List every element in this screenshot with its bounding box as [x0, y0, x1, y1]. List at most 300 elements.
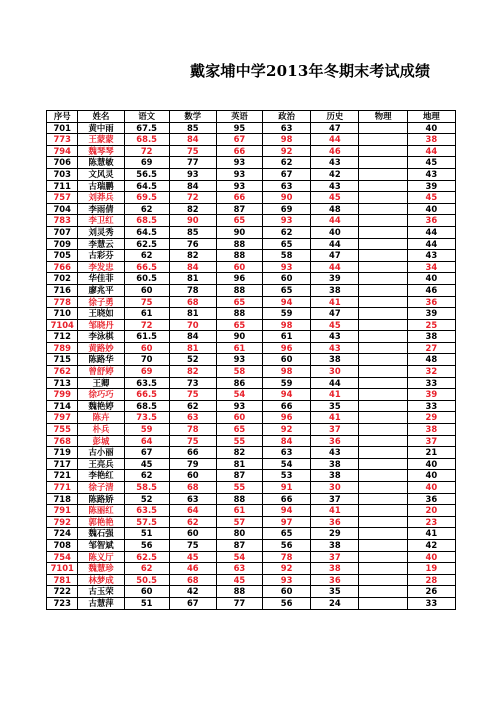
- table-row: [47, 493, 456, 505]
- table-cell: 38: [407, 331, 455, 343]
- table-cell: 75: [169, 539, 216, 551]
- table-cell: 92: [263, 424, 311, 436]
- table-cell: 65: [216, 319, 262, 331]
- table-cell: 783: [47, 215, 78, 227]
- table-cell: 朴兵: [78, 424, 124, 436]
- table-cell: 61: [263, 331, 311, 343]
- table-cell: 90: [216, 331, 262, 343]
- table-header-row: [47, 111, 456, 123]
- table-cell: 65: [263, 284, 311, 296]
- table-cell: 61: [216, 342, 262, 354]
- table-cell: 56: [124, 539, 169, 551]
- table-cell: 68.5: [124, 215, 169, 227]
- table-cell: 陈义厅: [78, 551, 124, 563]
- table-cell: 723: [47, 597, 78, 609]
- table-cell: 42: [407, 539, 455, 551]
- header-cell: 姓名: [78, 111, 124, 123]
- table-cell: 62: [124, 563, 169, 575]
- table-cell: 35: [311, 586, 359, 598]
- table-cell: 56: [263, 597, 311, 609]
- table-cell: 65: [216, 296, 262, 308]
- table-cell: 27: [407, 342, 455, 354]
- table-cell: 713: [47, 377, 78, 389]
- table-cell: 799: [47, 389, 78, 401]
- table-cell: 789: [47, 342, 78, 354]
- table-cell: 65: [216, 215, 262, 227]
- table-cell: 771: [47, 482, 78, 494]
- table-row: [47, 470, 456, 482]
- table-cell: [359, 482, 407, 494]
- table-cell: [359, 551, 407, 563]
- table-cell: 82: [169, 366, 216, 378]
- table-cell: 43: [311, 157, 359, 169]
- table-cell: 36: [311, 435, 359, 447]
- table-cell: 81: [216, 458, 262, 470]
- table-cell: 19: [407, 563, 455, 575]
- table-cell: 23: [407, 516, 455, 528]
- table-cell: 55: [216, 482, 262, 494]
- table-cell: 7104: [47, 319, 78, 331]
- table-cell: 73.5: [124, 412, 169, 424]
- table-cell: 87: [216, 470, 262, 482]
- table-cell: 81: [169, 308, 216, 320]
- table-cell: 64.5: [124, 226, 169, 238]
- table-row: [47, 203, 456, 215]
- table-cell: 73: [169, 377, 216, 389]
- table-row: [47, 134, 456, 146]
- table-cell: 60: [124, 284, 169, 296]
- table-cell: 43: [311, 447, 359, 459]
- table-row: [47, 308, 456, 320]
- table-cell: 39: [407, 308, 455, 320]
- table-cell: 94: [263, 505, 311, 517]
- table-cell: [359, 261, 407, 273]
- table-cell: [359, 539, 407, 551]
- table-cell: 762: [47, 366, 78, 378]
- table-cell: 65: [216, 424, 262, 436]
- table-cell: 719: [47, 447, 78, 459]
- table-cell: 60: [263, 354, 311, 366]
- table-cell: 28: [407, 574, 455, 586]
- table-row: [47, 551, 456, 563]
- table-cell: 88: [216, 284, 262, 296]
- table-cell: 68.5: [124, 400, 169, 412]
- table-cell: 62: [124, 203, 169, 215]
- table-cell: 98: [263, 366, 311, 378]
- table-cell: 52: [169, 354, 216, 366]
- table-row: [47, 377, 456, 389]
- table-cell: 84: [169, 261, 216, 273]
- table-row: [47, 528, 456, 540]
- table-cell: 754: [47, 551, 78, 563]
- table-cell: 20: [407, 505, 455, 517]
- table-cell: 47: [311, 250, 359, 262]
- table-cell: 65: [263, 238, 311, 250]
- table-row: [47, 296, 456, 308]
- table-cell: [359, 203, 407, 215]
- table-cell: [359, 226, 407, 238]
- table-cell: 62.5: [124, 551, 169, 563]
- table-cell: 716: [47, 284, 78, 296]
- table-cell: 90: [216, 226, 262, 238]
- table-cell: [359, 435, 407, 447]
- table-cell: 93: [216, 168, 262, 180]
- score-table: [46, 110, 456, 610]
- table-cell: 69.5: [124, 192, 169, 204]
- table-row: [47, 238, 456, 250]
- table-cell: 93: [216, 354, 262, 366]
- table-cell: [359, 470, 407, 482]
- table-row: [47, 319, 456, 331]
- table-cell: 刘灵秀: [78, 226, 124, 238]
- table-cell: 62: [263, 226, 311, 238]
- table-cell: 44: [311, 261, 359, 273]
- table-cell: 93: [263, 215, 311, 227]
- table-cell: 88: [216, 586, 262, 598]
- table-cell: 魏慧珍: [78, 563, 124, 575]
- table-cell: 68: [169, 574, 216, 586]
- table-cell: 59: [124, 424, 169, 436]
- table-row: [47, 563, 456, 575]
- table-cell: 44: [407, 226, 455, 238]
- table-row: [47, 215, 456, 227]
- table-cell: 42: [169, 586, 216, 598]
- table-cell: 37: [311, 424, 359, 436]
- table-cell: 36: [407, 215, 455, 227]
- table-row: [47, 273, 456, 285]
- table-cell: 96: [263, 412, 311, 424]
- table-cell: 88: [216, 250, 262, 262]
- table-cell: 88: [216, 493, 262, 505]
- table-cell: 47: [311, 308, 359, 320]
- table-cell: 705: [47, 250, 78, 262]
- table-cell: 97: [263, 516, 311, 528]
- table-cell: 30: [311, 366, 359, 378]
- table-cell: 徐子清: [78, 482, 124, 494]
- table-row: [47, 157, 456, 169]
- table-cell: 李卫红: [78, 215, 124, 227]
- table-cell: 63: [169, 412, 216, 424]
- table-cell: 75: [169, 145, 216, 157]
- table-cell: 712: [47, 331, 78, 343]
- table-cell: 63.5: [124, 377, 169, 389]
- table-cell: 63: [169, 493, 216, 505]
- table-cell: 40: [407, 470, 455, 482]
- table-cell: 755: [47, 424, 78, 436]
- table-cell: 33: [407, 597, 455, 609]
- table-cell: [359, 168, 407, 180]
- table-cell: 王卿: [78, 377, 124, 389]
- table-row: [47, 597, 456, 609]
- table-cell: 古玉荣: [78, 586, 124, 598]
- table-cell: [359, 377, 407, 389]
- table-cell: 778: [47, 296, 78, 308]
- table-cell: 39: [407, 180, 455, 192]
- header-cell: 英语: [216, 111, 262, 123]
- table-cell: 96: [263, 342, 311, 354]
- table-cell: 39: [311, 273, 359, 285]
- table-cell: 706: [47, 157, 78, 169]
- table-row: [47, 250, 456, 262]
- table-cell: 黄中雨: [78, 122, 124, 134]
- table-cell: 陈卉: [78, 412, 124, 424]
- table-cell: 58.5: [124, 482, 169, 494]
- table-cell: 44: [311, 238, 359, 250]
- table-cell: 古瑞鹏: [78, 180, 124, 192]
- table-cell: 718: [47, 493, 78, 505]
- table-cell: 44: [407, 145, 455, 157]
- table-cell: [359, 574, 407, 586]
- table-cell: 68: [169, 296, 216, 308]
- table-cell: 66: [263, 400, 311, 412]
- table-cell: 王蒙蒙: [78, 134, 124, 146]
- table-cell: 38: [311, 458, 359, 470]
- table-cell: 邹智斌: [78, 539, 124, 551]
- table-cell: 711: [47, 180, 78, 192]
- table-cell: 66: [216, 145, 262, 157]
- table-cell: 李发忠: [78, 261, 124, 273]
- table-cell: 36: [407, 493, 455, 505]
- table-cell: 95: [216, 122, 262, 134]
- table-cell: 古慧萍: [78, 597, 124, 609]
- table-cell: 陈路华: [78, 354, 124, 366]
- table-cell: 93: [216, 180, 262, 192]
- table-cell: 82: [169, 250, 216, 262]
- table-cell: 69: [124, 366, 169, 378]
- table-cell: 79: [169, 458, 216, 470]
- table-cell: [359, 354, 407, 366]
- table-cell: 78: [263, 551, 311, 563]
- table-cell: 王晓如: [78, 308, 124, 320]
- table-row: [47, 505, 456, 517]
- table-row: [47, 389, 456, 401]
- table-cell: 57.5: [124, 516, 169, 528]
- header-cell: 序号: [47, 111, 78, 123]
- table-cell: 54: [216, 551, 262, 563]
- table-cell: 81: [169, 342, 216, 354]
- table-row: [47, 458, 456, 470]
- table-cell: 陈路娇: [78, 493, 124, 505]
- table-cell: 63: [216, 563, 262, 575]
- table-cell: 70: [169, 319, 216, 331]
- table-cell: [359, 180, 407, 192]
- table-cell: [359, 250, 407, 262]
- table-cell: 61: [216, 505, 262, 517]
- table-cell: 721: [47, 470, 78, 482]
- table-cell: 84: [263, 435, 311, 447]
- table-cell: 84: [169, 134, 216, 146]
- table-row: [47, 284, 456, 296]
- table-cell: 38: [407, 424, 455, 436]
- table-cell: 794: [47, 145, 78, 157]
- table-cell: 62: [263, 157, 311, 169]
- table-cell: 67: [124, 447, 169, 459]
- table-cell: 33: [407, 377, 455, 389]
- table-cell: 彭城: [78, 435, 124, 447]
- table-cell: 93: [263, 574, 311, 586]
- table-cell: 66.5: [124, 261, 169, 273]
- table-cell: 60: [169, 470, 216, 482]
- table-cell: 63.5: [124, 505, 169, 517]
- table-row: [47, 168, 456, 180]
- table-cell: 38: [311, 470, 359, 482]
- table-cell: 61.5: [124, 331, 169, 343]
- table-body: [47, 122, 456, 609]
- table-cell: 60.5: [124, 273, 169, 285]
- table-cell: 53: [263, 470, 311, 482]
- table-cell: 93: [263, 261, 311, 273]
- table-cell: 41: [407, 528, 455, 540]
- table-cell: 64: [169, 505, 216, 517]
- table-row: [47, 192, 456, 204]
- table-cell: 93: [216, 400, 262, 412]
- table-cell: 38: [311, 539, 359, 551]
- table-cell: [359, 331, 407, 343]
- table-cell: 魏琴琴: [78, 145, 124, 157]
- table-cell: 39: [407, 389, 455, 401]
- table-cell: 77: [169, 157, 216, 169]
- table-cell: 66: [216, 192, 262, 204]
- table-cell: [359, 528, 407, 540]
- table-cell: [359, 563, 407, 575]
- table-cell: 708: [47, 539, 78, 551]
- table-cell: [359, 238, 407, 250]
- table-cell: 黄路妙: [78, 342, 124, 354]
- table-cell: 707: [47, 226, 78, 238]
- table-cell: 67.5: [124, 122, 169, 134]
- table-cell: [359, 400, 407, 412]
- table-cell: 33: [407, 400, 455, 412]
- table-cell: 88: [216, 238, 262, 250]
- table-cell: [359, 308, 407, 320]
- table-cell: 702: [47, 273, 78, 285]
- table-cell: 60: [124, 586, 169, 598]
- table-cell: 56: [263, 539, 311, 551]
- table-cell: 64: [124, 435, 169, 447]
- table-cell: 62.5: [124, 238, 169, 250]
- table-cell: [359, 458, 407, 470]
- table-cell: [359, 215, 407, 227]
- table-cell: 42: [311, 168, 359, 180]
- table-cell: 60: [169, 528, 216, 540]
- table-row: [47, 586, 456, 598]
- table-cell: 32: [407, 366, 455, 378]
- table-cell: 46: [407, 284, 455, 296]
- table-cell: 48: [407, 354, 455, 366]
- table-cell: 701: [47, 122, 78, 134]
- table-cell: 24: [311, 597, 359, 609]
- table-cell: [359, 505, 407, 517]
- table-cell: 魏石强: [78, 528, 124, 540]
- table-cell: 58: [263, 250, 311, 262]
- table-cell: 21: [407, 447, 455, 459]
- table-cell: 邹晓丹: [78, 319, 124, 331]
- table-cell: 45: [124, 458, 169, 470]
- table-cell: 古小丽: [78, 447, 124, 459]
- table-cell: 38: [311, 284, 359, 296]
- table-cell: 38: [311, 563, 359, 575]
- table-cell: 40: [311, 226, 359, 238]
- table-row: [47, 447, 456, 459]
- table-cell: 51: [124, 528, 169, 540]
- table-cell: 廖兆平: [78, 284, 124, 296]
- table-cell: 7101: [47, 563, 78, 575]
- table-cell: [359, 366, 407, 378]
- table-cell: 90: [263, 192, 311, 204]
- table-cell: 59: [263, 308, 311, 320]
- table-cell: 李雨倩: [78, 203, 124, 215]
- table-cell: [359, 586, 407, 598]
- table-cell: 26: [407, 586, 455, 598]
- table-cell: 717: [47, 458, 78, 470]
- table-cell: 44: [407, 238, 455, 250]
- table-cell: 陈丽红: [78, 505, 124, 517]
- table-cell: 34: [407, 261, 455, 273]
- table-cell: 38: [407, 134, 455, 146]
- table-cell: 51: [124, 597, 169, 609]
- table-cell: 703: [47, 168, 78, 180]
- table-cell: 62: [124, 250, 169, 262]
- table-cell: 96: [216, 273, 262, 285]
- table-cell: 29: [407, 412, 455, 424]
- header-cell: 数学: [169, 111, 216, 123]
- table-cell: [359, 447, 407, 459]
- table-cell: 715: [47, 354, 78, 366]
- table-cell: 82: [216, 447, 262, 459]
- table-cell: 45: [216, 574, 262, 586]
- table-cell: 54: [263, 458, 311, 470]
- table-cell: 98: [263, 134, 311, 146]
- table-cell: 37: [311, 493, 359, 505]
- table-cell: 62: [169, 516, 216, 528]
- table-row: [47, 261, 456, 273]
- table-cell: 86: [216, 377, 262, 389]
- table-cell: 40: [407, 203, 455, 215]
- table-cell: 文风灵: [78, 168, 124, 180]
- table-row: [47, 574, 456, 586]
- table-row: [47, 435, 456, 447]
- table-row: [47, 145, 456, 157]
- table-cell: 67: [169, 597, 216, 609]
- table-cell: 36: [311, 574, 359, 586]
- table-cell: 李艳红: [78, 470, 124, 482]
- table-cell: 84: [169, 331, 216, 343]
- table-row: [47, 331, 456, 343]
- table-cell: 66.5: [124, 389, 169, 401]
- page-title: 戴家埔中学2013年冬期末考试成绩: [190, 62, 431, 80]
- table-cell: 50.5: [124, 574, 169, 586]
- table-cell: 57: [216, 516, 262, 528]
- table-cell: 43: [311, 180, 359, 192]
- table-cell: 48: [311, 203, 359, 215]
- table-cell: 40: [407, 273, 455, 285]
- table-cell: [359, 493, 407, 505]
- table-cell: 87: [216, 203, 262, 215]
- header-cell: 地理: [407, 111, 455, 123]
- table-cell: 李慧云: [78, 238, 124, 250]
- table-cell: 65: [263, 528, 311, 540]
- table-cell: 72: [169, 192, 216, 204]
- table-cell: 63: [263, 122, 311, 134]
- table-cell: 88: [216, 308, 262, 320]
- table-cell: 724: [47, 528, 78, 540]
- table-cell: 78: [169, 424, 216, 436]
- table-cell: 46: [311, 145, 359, 157]
- table-cell: 古彩芬: [78, 250, 124, 262]
- table-cell: 80: [216, 528, 262, 540]
- table-cell: 魏艳婷: [78, 400, 124, 412]
- table-row: [47, 412, 456, 424]
